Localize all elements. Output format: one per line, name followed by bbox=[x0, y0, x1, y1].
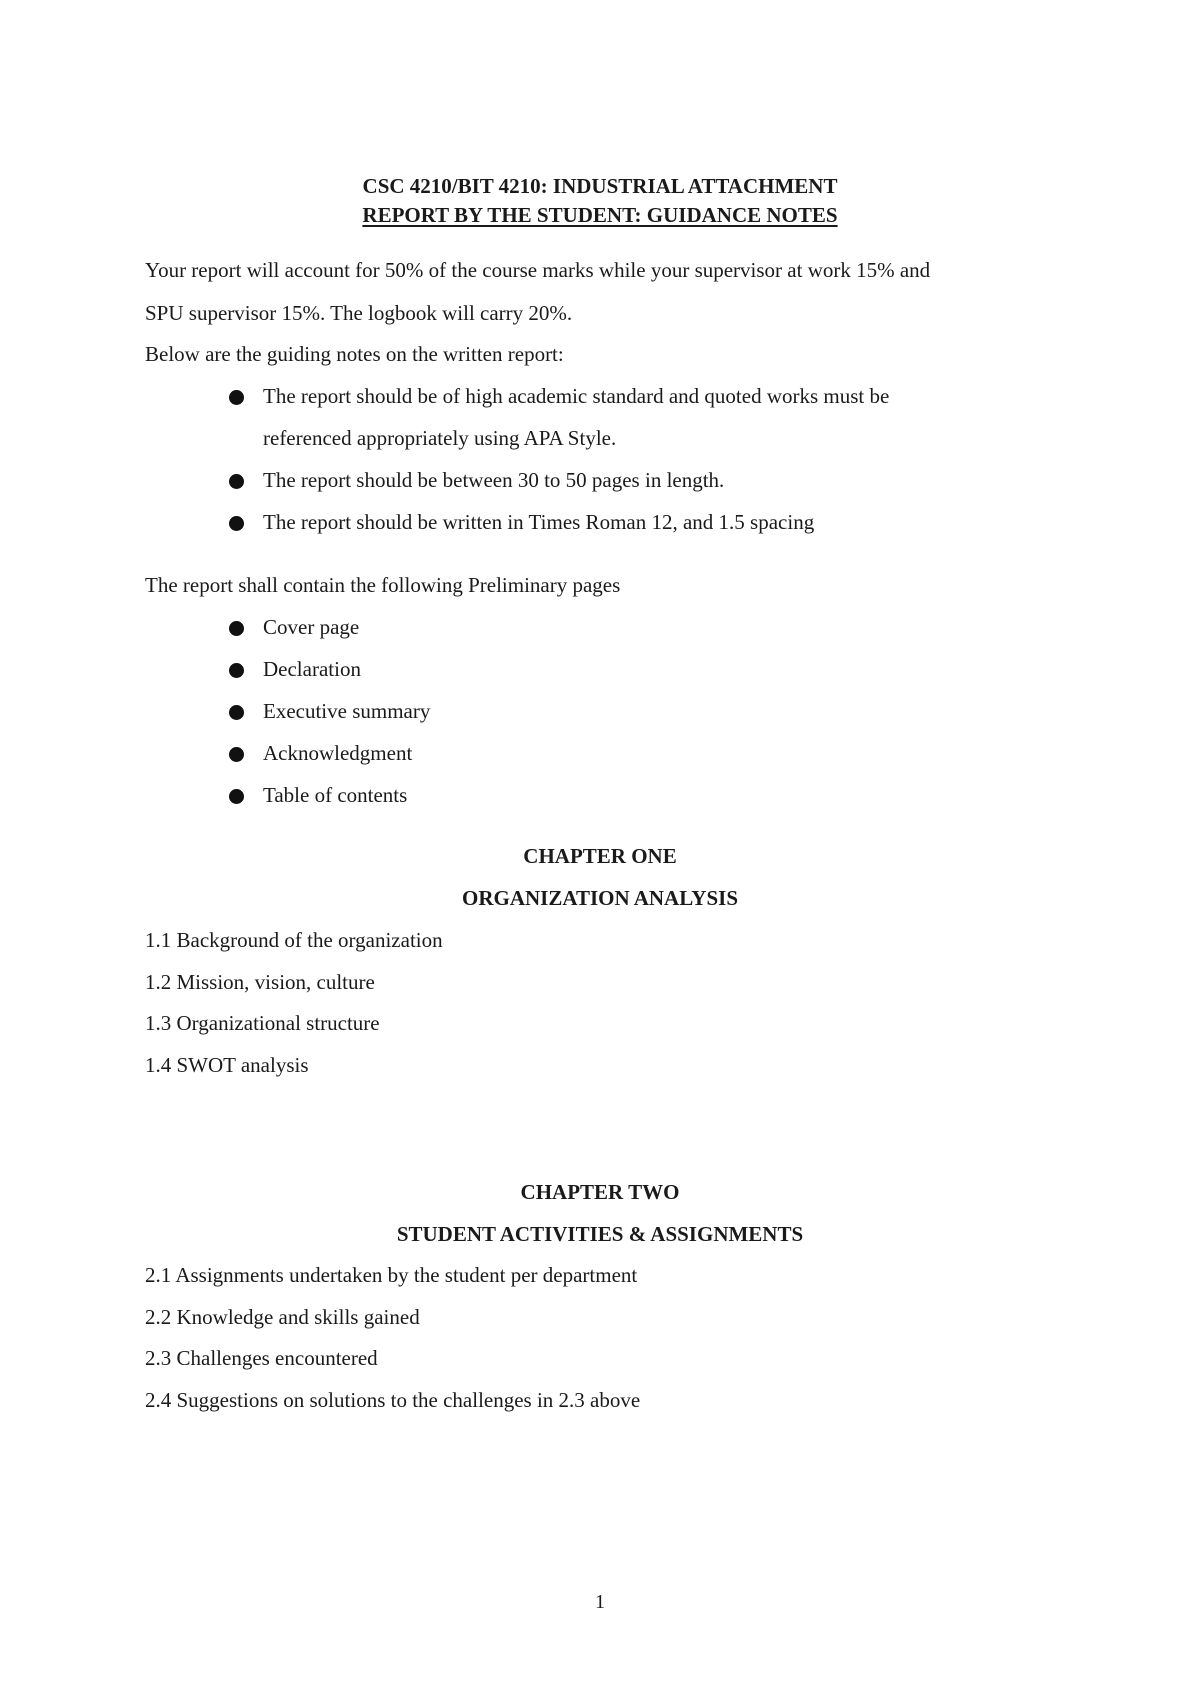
preliminary-intro: The report shall contain the following Preliminary pages bbox=[145, 573, 621, 597]
chapter-one-subheading: ORGANIZATION ANALYSIS bbox=[462, 886, 738, 910]
chapter-one-section: 1.3 Organizational structure bbox=[145, 1011, 380, 1035]
document-subtitle bbox=[0, 205, 1200, 226]
bullet-icon bbox=[229, 705, 244, 720]
chapter-two-heading: CHAPTER TWO bbox=[520, 1180, 680, 1204]
chapter-two-section: 2.1 Assignments undertaken by the student per department bbox=[145, 1263, 638, 1287]
intro-line-3: Below are the guiding notes on the written report: bbox=[145, 342, 564, 366]
bullet-icon bbox=[229, 621, 244, 636]
preliminary-item: Cover page bbox=[263, 615, 360, 639]
bullet-icon bbox=[229, 390, 244, 405]
document-title: CSC 4210/BIT 4210: INDUSTRIAL ATTACHMENT bbox=[362, 174, 838, 198]
intro-line-2: SPU supervisor 15%. The logbook will carry 20%. bbox=[145, 301, 573, 325]
preliminary-item: Declaration bbox=[263, 657, 361, 681]
chapter-two-section: 2.4 Suggestions on solutions to the challenges in 2.3 above bbox=[145, 1388, 641, 1412]
preliminary-item: Executive summary bbox=[263, 699, 431, 723]
page-number: 1 bbox=[595, 1591, 605, 1613]
chapter-one-section: 1.2 Mission, vision, culture bbox=[145, 970, 375, 994]
chapter-one-section: 1.4 SWOT analysis bbox=[145, 1053, 309, 1077]
guideline-item: The report should be between 30 to 50 pages in length. bbox=[263, 468, 725, 492]
preliminary-item: Table of contents bbox=[263, 783, 408, 807]
bullet-icon bbox=[229, 789, 244, 804]
chapter-two-subheading: STUDENT ACTIVITIES & ASSIGNMENTS bbox=[396, 1222, 804, 1246]
bullet-icon bbox=[229, 663, 244, 678]
intro-line-1: Your report will account for 50% of the course marks while your supervisor at work 15% and bbox=[145, 258, 931, 282]
chapter-two-section: 2.3 Challenges encountered bbox=[145, 1346, 378, 1370]
guideline-item: The report should be written in Times Roman 12, and 1.5 spacing bbox=[263, 510, 815, 534]
chapter-one-section: 1.1 Background of the organization bbox=[145, 928, 443, 952]
chapter-two-section: 2.2 Knowledge and skills gained bbox=[145, 1305, 420, 1329]
guideline-item-continuation: referenced appropriately using APA Style. bbox=[263, 426, 617, 450]
bullet-icon bbox=[229, 474, 244, 489]
document-subtitle-text: REPORT BY THE STUDENT: GUIDANCE NOTES bbox=[362, 203, 838, 227]
bullet-icon bbox=[229, 516, 244, 531]
bullet-icon bbox=[229, 747, 244, 762]
guideline-item: The report should be of high academic standard and quoted works must be bbox=[263, 384, 890, 408]
chapter-one-heading: CHAPTER ONE bbox=[523, 844, 677, 868]
preliminary-item: Acknowledgment bbox=[263, 741, 413, 765]
